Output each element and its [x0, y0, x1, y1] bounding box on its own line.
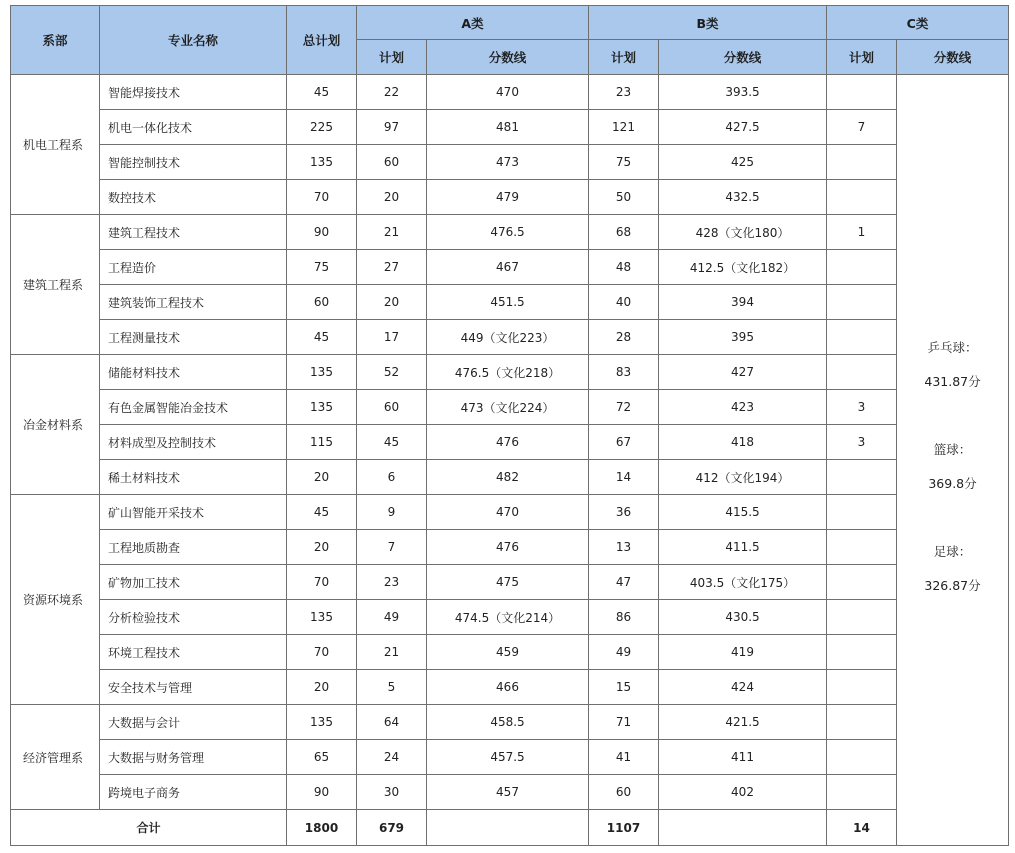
b-score-cell: 427.5: [659, 110, 827, 145]
major-cell: 智能控制技术: [100, 145, 287, 180]
a-score-cell: 459: [427, 635, 589, 670]
a-score-cell: 476: [427, 530, 589, 565]
total-plan-cell: 135: [287, 705, 357, 740]
major-cell: 智能焊接技术: [100, 75, 287, 110]
header-total-plan: 总计划: [287, 6, 357, 75]
c-plan-cell: [827, 180, 897, 215]
total-b-score: [659, 810, 827, 846]
total-plan-cell: 45: [287, 320, 357, 355]
a-score-cell: 451.5: [427, 285, 589, 320]
table-body: [11, 75, 1009, 846]
table-row: [11, 110, 1009, 145]
b-plan-cell: 49: [589, 635, 659, 670]
b-plan-cell: 23: [589, 75, 659, 110]
b-score-cell: 402: [659, 775, 827, 810]
b-score-cell: 412（文化194）: [659, 460, 827, 495]
table-row: [11, 460, 1009, 495]
major-cell: 材料成型及控制技术: [100, 425, 287, 460]
table-row: [11, 145, 1009, 180]
header-b-plan: 计划: [589, 40, 659, 75]
major-cell: 工程测量技术: [100, 320, 287, 355]
a-score-cell: 479: [427, 180, 589, 215]
total-label: 合计: [11, 810, 287, 846]
b-plan-cell: 75: [589, 145, 659, 180]
total-plan-cell: 70: [287, 635, 357, 670]
c-plan-cell: [827, 285, 897, 320]
b-plan-cell: 28: [589, 320, 659, 355]
a-score-cell: 473（文化224）: [427, 390, 589, 425]
major-cell: 数控技术: [100, 180, 287, 215]
b-plan-cell: 72: [589, 390, 659, 425]
total-plan-cell: 115: [287, 425, 357, 460]
a-plan-cell: 60: [357, 145, 427, 180]
major-cell: 机电一体化技术: [100, 110, 287, 145]
total-plan-cell: 60: [287, 285, 357, 320]
a-plan-cell: 17: [357, 320, 427, 355]
major-cell: 建筑工程技术: [100, 215, 287, 250]
total-a-score: [427, 810, 589, 846]
total-plan-cell: 20: [287, 670, 357, 705]
c-score-line: 乒乓球：: [927, 340, 978, 355]
major-cell: 稀土材料技术: [100, 460, 287, 495]
c-plan-cell: [827, 705, 897, 740]
dept-cell: 经济管理系: [11, 705, 100, 810]
c-score-line: 431.87分: [924, 374, 981, 389]
major-cell: 有色金属智能冶金技术: [100, 390, 287, 425]
total-plan-cell: 135: [287, 355, 357, 390]
header-c-plan: 计划: [827, 40, 897, 75]
header-category-b: B类: [589, 6, 827, 40]
a-plan-cell: 21: [357, 215, 427, 250]
dept-cell: 建筑工程系: [11, 215, 100, 355]
b-plan-cell: 68: [589, 215, 659, 250]
a-score-cell: 474.5（文化214）: [427, 600, 589, 635]
c-plan-cell: [827, 320, 897, 355]
b-score-cell: 394: [659, 285, 827, 320]
header-b-score: 分数线: [659, 40, 827, 75]
header-category-a: A类: [357, 6, 589, 40]
b-plan-cell: 86: [589, 600, 659, 635]
b-score-cell: 424: [659, 670, 827, 705]
b-score-cell: 432.5: [659, 180, 827, 215]
a-plan-cell: 30: [357, 775, 427, 810]
b-score-cell: 393.5: [659, 75, 827, 110]
b-score-cell: 403.5（文化175）: [659, 565, 827, 600]
dept-cell: 冶金材料系: [11, 355, 100, 495]
c-plan-cell: [827, 75, 897, 110]
total-a-plan: 679: [357, 810, 427, 846]
c-plan-cell: [827, 145, 897, 180]
total-c-plan: 14: [827, 810, 897, 846]
table-row: [11, 635, 1009, 670]
total-plan-cell: 70: [287, 565, 357, 600]
table-row: [11, 530, 1009, 565]
a-score-cell: 449（文化223）: [427, 320, 589, 355]
table-row: [11, 180, 1009, 215]
c-plan-cell: [827, 635, 897, 670]
total-plan-cell: 20: [287, 460, 357, 495]
major-cell: 矿山智能开采技术: [100, 495, 287, 530]
total-plan-cell: 70: [287, 180, 357, 215]
total-plan-cell: 135: [287, 390, 357, 425]
table-row: [11, 705, 1009, 740]
a-score-cell: 466: [427, 670, 589, 705]
b-score-cell: 427: [659, 355, 827, 390]
header-category-c: C类: [827, 6, 1009, 40]
a-score-cell: 482: [427, 460, 589, 495]
a-score-cell: 481: [427, 110, 589, 145]
major-cell: 矿物加工技术: [100, 565, 287, 600]
table-row: [11, 495, 1009, 530]
b-score-cell: 395: [659, 320, 827, 355]
b-plan-cell: 15: [589, 670, 659, 705]
b-score-cell: 430.5: [659, 600, 827, 635]
table-row: [11, 355, 1009, 390]
c-score-line: 篮球：: [933, 442, 972, 457]
total-plan-cell: 225: [287, 110, 357, 145]
total-b-plan: 1107: [589, 810, 659, 846]
c-score-line: [897, 501, 1008, 535]
b-plan-cell: 36: [589, 495, 659, 530]
c-score-line: 326.87分: [924, 578, 981, 593]
a-score-cell: 457: [427, 775, 589, 810]
a-score-cell: 457.5: [427, 740, 589, 775]
major-cell: 工程造价: [100, 250, 287, 285]
a-plan-cell: 97: [357, 110, 427, 145]
b-plan-cell: 50: [589, 180, 659, 215]
c-plan-cell: [827, 775, 897, 810]
total-plan-cell: 20: [287, 530, 357, 565]
a-score-cell: 470: [427, 75, 589, 110]
a-plan-cell: 21: [357, 635, 427, 670]
a-score-cell: 476: [427, 425, 589, 460]
major-cell: 工程地质勘查: [100, 530, 287, 565]
a-score-cell: 473: [427, 145, 589, 180]
admission-score-table: [10, 5, 1009, 846]
c-score-line: 369.8分: [928, 476, 977, 491]
total-plan-cell: 90: [287, 775, 357, 810]
total-plan-cell: 65: [287, 740, 357, 775]
b-plan-cell: 47: [589, 565, 659, 600]
b-score-cell: 428（文化180）: [659, 215, 827, 250]
b-score-cell: 412.5（文化182）: [659, 250, 827, 285]
major-cell: 跨境电子商务: [100, 775, 287, 810]
c-plan-cell: [827, 495, 897, 530]
total-plan-cell: 45: [287, 495, 357, 530]
table-row: [11, 565, 1009, 600]
major-cell: 大数据与会计: [100, 705, 287, 740]
table-row: [11, 670, 1009, 705]
b-score-cell: 411.5: [659, 530, 827, 565]
b-plan-cell: 14: [589, 460, 659, 495]
a-plan-cell: 52: [357, 355, 427, 390]
table-row: [11, 390, 1009, 425]
table-row: [11, 740, 1009, 775]
b-plan-cell: 41: [589, 740, 659, 775]
b-plan-cell: 121: [589, 110, 659, 145]
a-plan-cell: 45: [357, 425, 427, 460]
total-plan-cell: 45: [287, 75, 357, 110]
table-row: [11, 75, 1009, 110]
c-plan-cell: [827, 530, 897, 565]
header-a-score: 分数线: [427, 40, 589, 75]
a-score-cell: 476.5（文化218）: [427, 355, 589, 390]
b-plan-cell: 83: [589, 355, 659, 390]
a-score-cell: 476.5: [427, 215, 589, 250]
table-row: [11, 775, 1009, 810]
b-plan-cell: 48: [589, 250, 659, 285]
table-row: [11, 425, 1009, 460]
a-plan-cell: 49: [357, 600, 427, 635]
c-plan-cell: 3: [827, 425, 897, 460]
a-plan-cell: 9: [357, 495, 427, 530]
a-score-cell: 458.5: [427, 705, 589, 740]
b-plan-cell: 60: [589, 775, 659, 810]
a-plan-cell: 6: [357, 460, 427, 495]
c-plan-cell: 3: [827, 390, 897, 425]
a-plan-cell: 5: [357, 670, 427, 705]
table-row: [11, 285, 1009, 320]
major-cell: 建筑装饰工程技术: [100, 285, 287, 320]
table-row: [11, 250, 1009, 285]
header-major: 专业名称: [100, 6, 287, 75]
b-plan-cell: 67: [589, 425, 659, 460]
header-c-score: 分数线: [897, 40, 1009, 75]
c-score-line: 足球：: [933, 544, 972, 559]
major-cell: 大数据与财务管理: [100, 740, 287, 775]
c-score-cell: [897, 75, 1009, 846]
a-plan-cell: 7: [357, 530, 427, 565]
c-plan-cell: 1: [827, 215, 897, 250]
table-row: [11, 600, 1009, 635]
c-score-line: [897, 399, 1008, 433]
a-plan-cell: 64: [357, 705, 427, 740]
a-plan-cell: 22: [357, 75, 427, 110]
dept-cell: 资源环境系: [11, 495, 100, 705]
total-plan-cell: 75: [287, 250, 357, 285]
c-plan-cell: [827, 355, 897, 390]
b-plan-cell: 40: [589, 285, 659, 320]
header-dept: 系部: [11, 6, 100, 75]
major-cell: 储能材料技术: [100, 355, 287, 390]
major-cell: 安全技术与管理: [100, 670, 287, 705]
a-score-cell: 475: [427, 565, 589, 600]
a-score-cell: 470: [427, 495, 589, 530]
c-plan-cell: [827, 460, 897, 495]
c-plan-cell: [827, 670, 897, 705]
table-row: [11, 320, 1009, 355]
b-score-cell: 419: [659, 635, 827, 670]
c-plan-cell: [827, 600, 897, 635]
c-plan-cell: 7: [827, 110, 897, 145]
total-plan-cell: 90: [287, 215, 357, 250]
b-score-cell: 411: [659, 740, 827, 775]
c-plan-cell: [827, 250, 897, 285]
a-plan-cell: 20: [357, 180, 427, 215]
c-score-list: [897, 75, 1008, 603]
b-score-cell: 425: [659, 145, 827, 180]
b-score-cell: 415.5: [659, 495, 827, 530]
a-plan-cell: 27: [357, 250, 427, 285]
a-plan-cell: 24: [357, 740, 427, 775]
c-plan-cell: [827, 740, 897, 775]
total-plan-sum: 1800: [287, 810, 357, 846]
b-score-cell: 423: [659, 390, 827, 425]
total-row: [11, 810, 1009, 846]
c-plan-cell: [827, 565, 897, 600]
major-cell: 分析检验技术: [100, 600, 287, 635]
table-row: [11, 215, 1009, 250]
header-a-plan: 计划: [357, 40, 427, 75]
major-cell: 环境工程技术: [100, 635, 287, 670]
total-plan-cell: 135: [287, 600, 357, 635]
b-plan-cell: 71: [589, 705, 659, 740]
b-plan-cell: 13: [589, 530, 659, 565]
a-plan-cell: 60: [357, 390, 427, 425]
dept-cell: 机电工程系: [11, 75, 100, 215]
a-score-cell: 467: [427, 250, 589, 285]
total-plan-cell: 135: [287, 145, 357, 180]
b-score-cell: 418: [659, 425, 827, 460]
a-plan-cell: 23: [357, 565, 427, 600]
b-score-cell: 421.5: [659, 705, 827, 740]
a-plan-cell: 20: [357, 285, 427, 320]
